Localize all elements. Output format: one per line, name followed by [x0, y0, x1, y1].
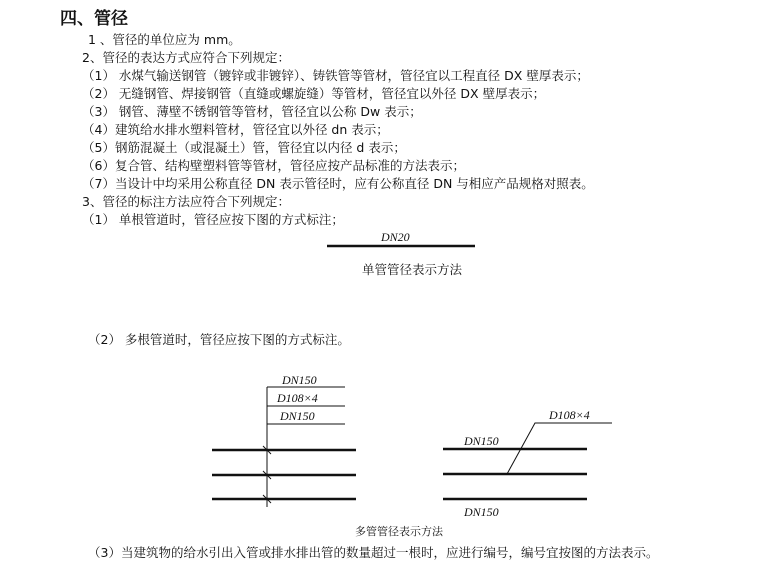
- right-dn-label: DN150: [464, 505, 499, 519]
- text-line: （2） 多根管道时，管径应按下图的方式标注。: [88, 332, 350, 347]
- single-pipe-diagram: [327, 230, 475, 246]
- left-label: DN150: [280, 409, 315, 423]
- text-line: （3）当建筑物的给水引出入管或排水排出管的数量超过一根时，应进行编号，编号宜按图的方法表示。: [88, 545, 659, 560]
- dn20-label: DN20: [381, 230, 410, 244]
- multi-pipe-right-diagram: [443, 408, 612, 519]
- multi-pipe-left-diagram: [212, 373, 356, 507]
- section-title: 四、管径: [60, 9, 128, 29]
- text-line: （7）当设计中均采用公称直径 DN 表示管径时，应有公称直径 DN 与相应产品规格对照表。: [82, 176, 594, 191]
- right-dn-label: DN150: [464, 434, 499, 448]
- right-top-label: D108×4: [549, 408, 590, 422]
- text-line: （5）钢筋混凝土（或混凝土）管，管径宜以内径 d 表示；: [82, 140, 406, 155]
- text-line: 3、管径的标注方法应符合下列规定：: [82, 194, 290, 209]
- text-line: （4）建筑给水排水塑料管材，管径宜以外径 dn 表示；: [82, 122, 389, 137]
- text-line: （2） 无缝钢管、焊接钢管（直缝或螺旋缝）等管材，管径宜以外径 DX 壁厚表示；: [82, 86, 546, 101]
- left-label: DN150: [282, 373, 317, 387]
- text-line: （1） 水煤气输送钢管（镀锌或非镀锌）、铸铁管等管材，管径宜以工程直径 DX 壁厚表示；: [82, 68, 589, 83]
- multi-caption: 多管管径表示方法: [355, 525, 443, 538]
- left-label: D108×4: [277, 391, 318, 405]
- text-line: （3） 钢管、薄壁不锈钢管等管材，管径宜以公称 Dw 表示；: [82, 104, 422, 119]
- text-line: （6）复合管、结构壁塑料管等管材，管径应按产品标准的方法表示；: [82, 158, 465, 173]
- text-line: 2、管径的表达方式应符合下列规定：: [82, 50, 290, 65]
- text-line: （1） 单根管道时，管径应按下图的方式标注；: [82, 212, 344, 227]
- text-line: 1 、管径的单位应为 mm。: [88, 32, 241, 47]
- single-caption: 单管管径表示方法: [362, 262, 463, 277]
